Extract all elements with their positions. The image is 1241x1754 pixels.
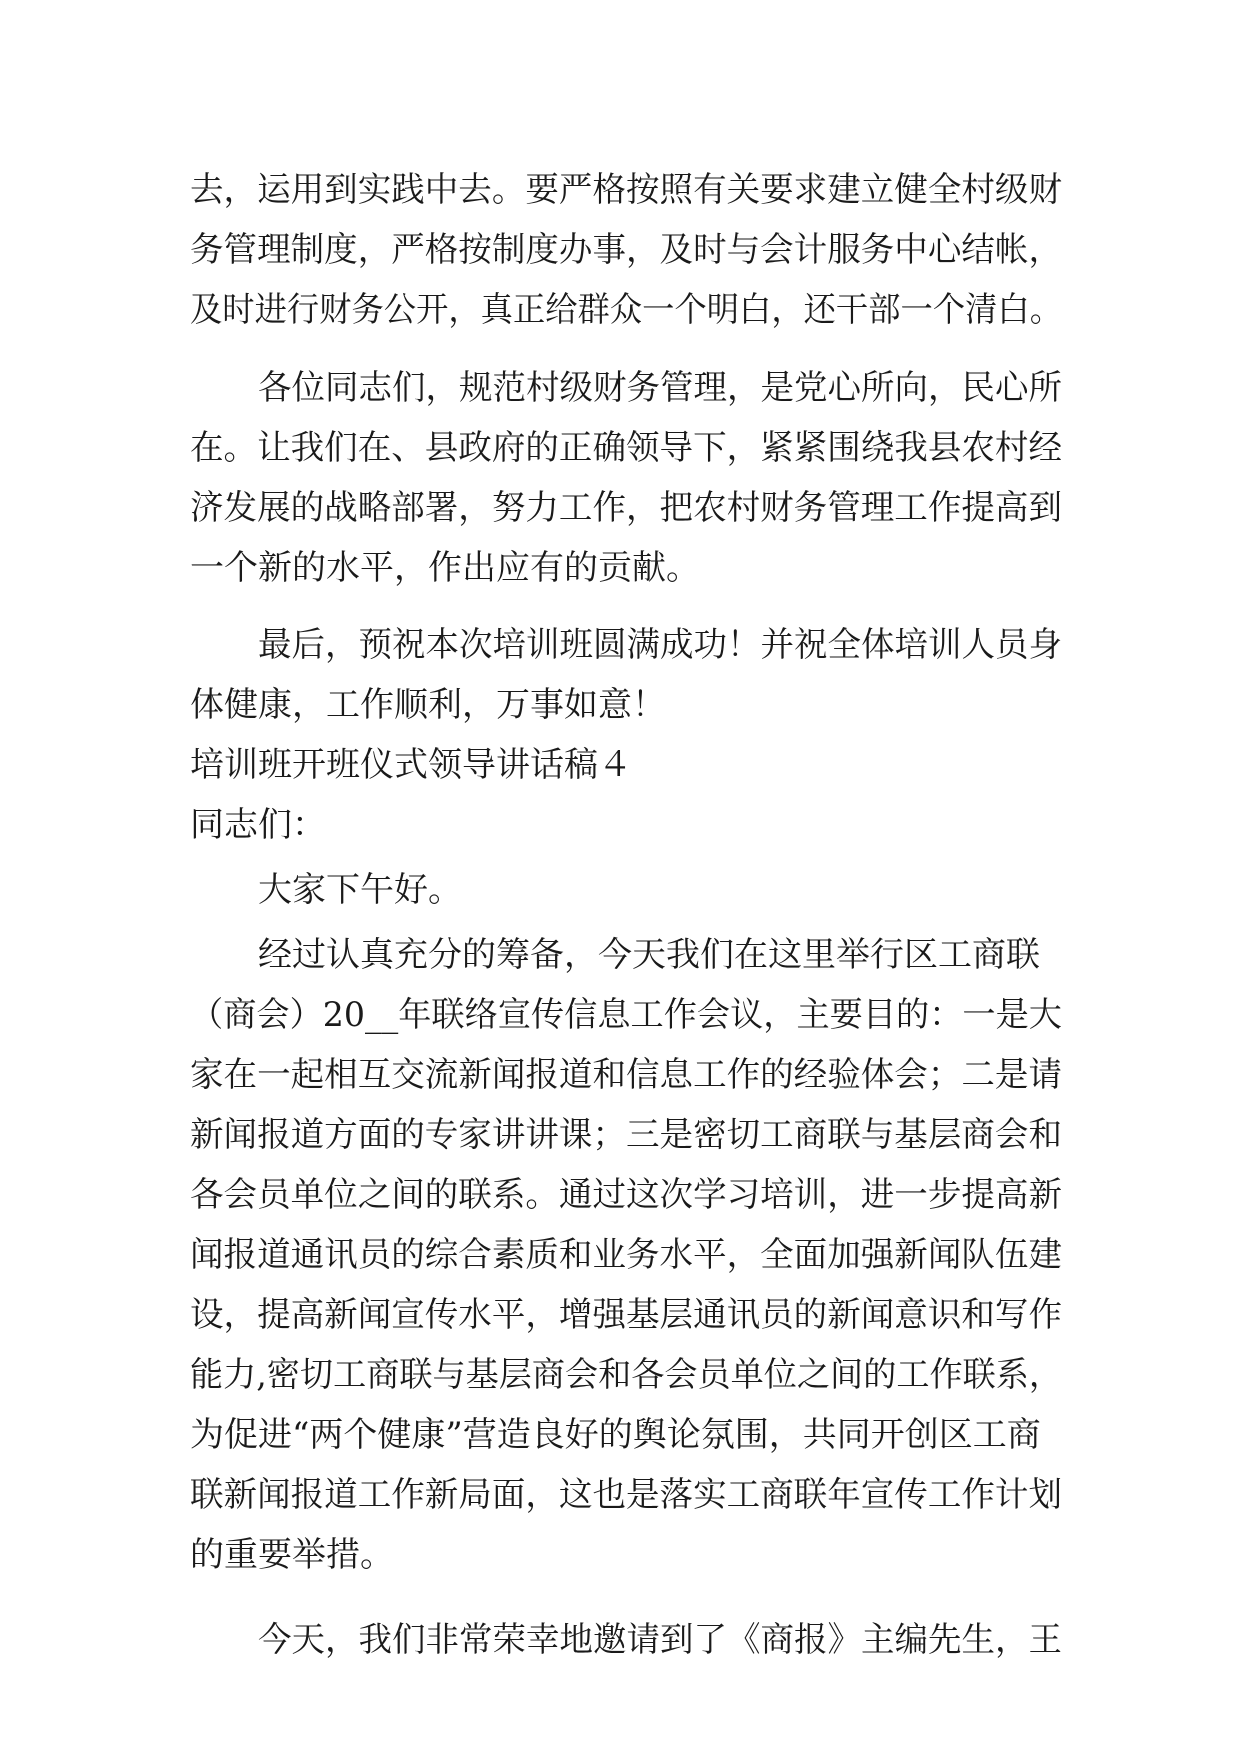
text-line xyxy=(0,675,1241,735)
text-line xyxy=(0,925,1241,985)
text-line xyxy=(0,860,1241,920)
line-text: 各会员单位之间的联系。通过这次学习培训，进一步提高新 xyxy=(190,1175,1062,1215)
text-line xyxy=(0,358,1241,418)
text-line xyxy=(0,538,1241,598)
line-text: 设，提高新闻宣传水平，增强基层通讯员的新闻意识和写作 xyxy=(190,1295,1062,1335)
text-line xyxy=(0,735,1241,795)
line-text: 同志们： xyxy=(190,805,326,845)
line-text: 及时进行财务公开，真正给群众一个明白，还干部一个清白。 xyxy=(190,290,1063,330)
text-line xyxy=(0,795,1241,855)
line-text: 家在一起相互交流新闻报道和信息工作的经验体会；二是请 xyxy=(190,1055,1062,1095)
text-line xyxy=(0,615,1241,675)
line-text: 去，运用到实践中去。要严格按照有关要求建立健全村级财 xyxy=(190,170,1062,210)
text-line xyxy=(0,418,1241,478)
line-text: 今天，我们非常荣幸地邀请到了《商报》主编先生，王 xyxy=(258,1620,1063,1660)
text-line xyxy=(0,1165,1241,1225)
line-text: 济发展的战略部署，努力工作，把农村财务管理工作提高到 xyxy=(190,488,1062,528)
text-line xyxy=(0,160,1241,220)
line-text: 能力,密切工商联与基层商会和各会员单位之间的工作联系， xyxy=(190,1355,1062,1395)
text-line xyxy=(0,1465,1241,1525)
line-text: 各位同志们，规范村级财务管理，是党心所向，民心所 xyxy=(258,368,1063,408)
text-line xyxy=(0,1525,1241,1585)
line-text: 体健康，工作顺利，万事如意！ xyxy=(190,685,666,725)
line-text: 一个新的水平，作出应有的贡献。 xyxy=(190,548,700,588)
text-line xyxy=(0,1225,1241,1285)
text-line xyxy=(0,280,1241,340)
text-line xyxy=(0,478,1241,538)
line-text: 大家下午好。 xyxy=(258,870,462,910)
text-line xyxy=(0,1405,1241,1465)
text-line xyxy=(0,220,1241,280)
line-text: 在。让我们在、县政府的正确领导下，紧紧围绕我县农村经 xyxy=(190,428,1062,468)
line-text: 联新闻报道工作新局面，这也是落实工商联年宣传工作计划 xyxy=(190,1475,1062,1515)
line-text: 为促进“两个健康”营造良好的舆论氛围，共同开创区工商 xyxy=(190,1415,1041,1455)
text-line xyxy=(0,1345,1241,1405)
text-line xyxy=(0,985,1241,1045)
line-text: 经过认真充分的筹备，今天我们在这里举行区工商联 xyxy=(258,935,1040,975)
line-text: 培训班开班仪式领导讲话稿４ xyxy=(190,745,632,785)
line-text: 的重要举措。 xyxy=(190,1535,394,1575)
line-text: 最后，预祝本次培训班圆满成功！并祝全体培训人员身 xyxy=(258,625,1063,665)
line-text: 新闻报道方面的专家讲讲课；三是密切工商联与基层商会和 xyxy=(190,1115,1062,1155)
line-text: 务管理制度，严格按制度办事，及时与会计服务中心结帐， xyxy=(190,230,1062,270)
text-line xyxy=(0,1285,1241,1345)
text-line xyxy=(0,1610,1241,1670)
text-line xyxy=(0,1105,1241,1165)
line-text: （商会）20__年联络宣传信息工作会议，主要目的：一是大 xyxy=(190,995,1063,1035)
line-text: 闻报道通讯员的综合素质和业务水平，全面加强新闻队伍建 xyxy=(190,1235,1062,1275)
text-line xyxy=(0,1045,1241,1105)
